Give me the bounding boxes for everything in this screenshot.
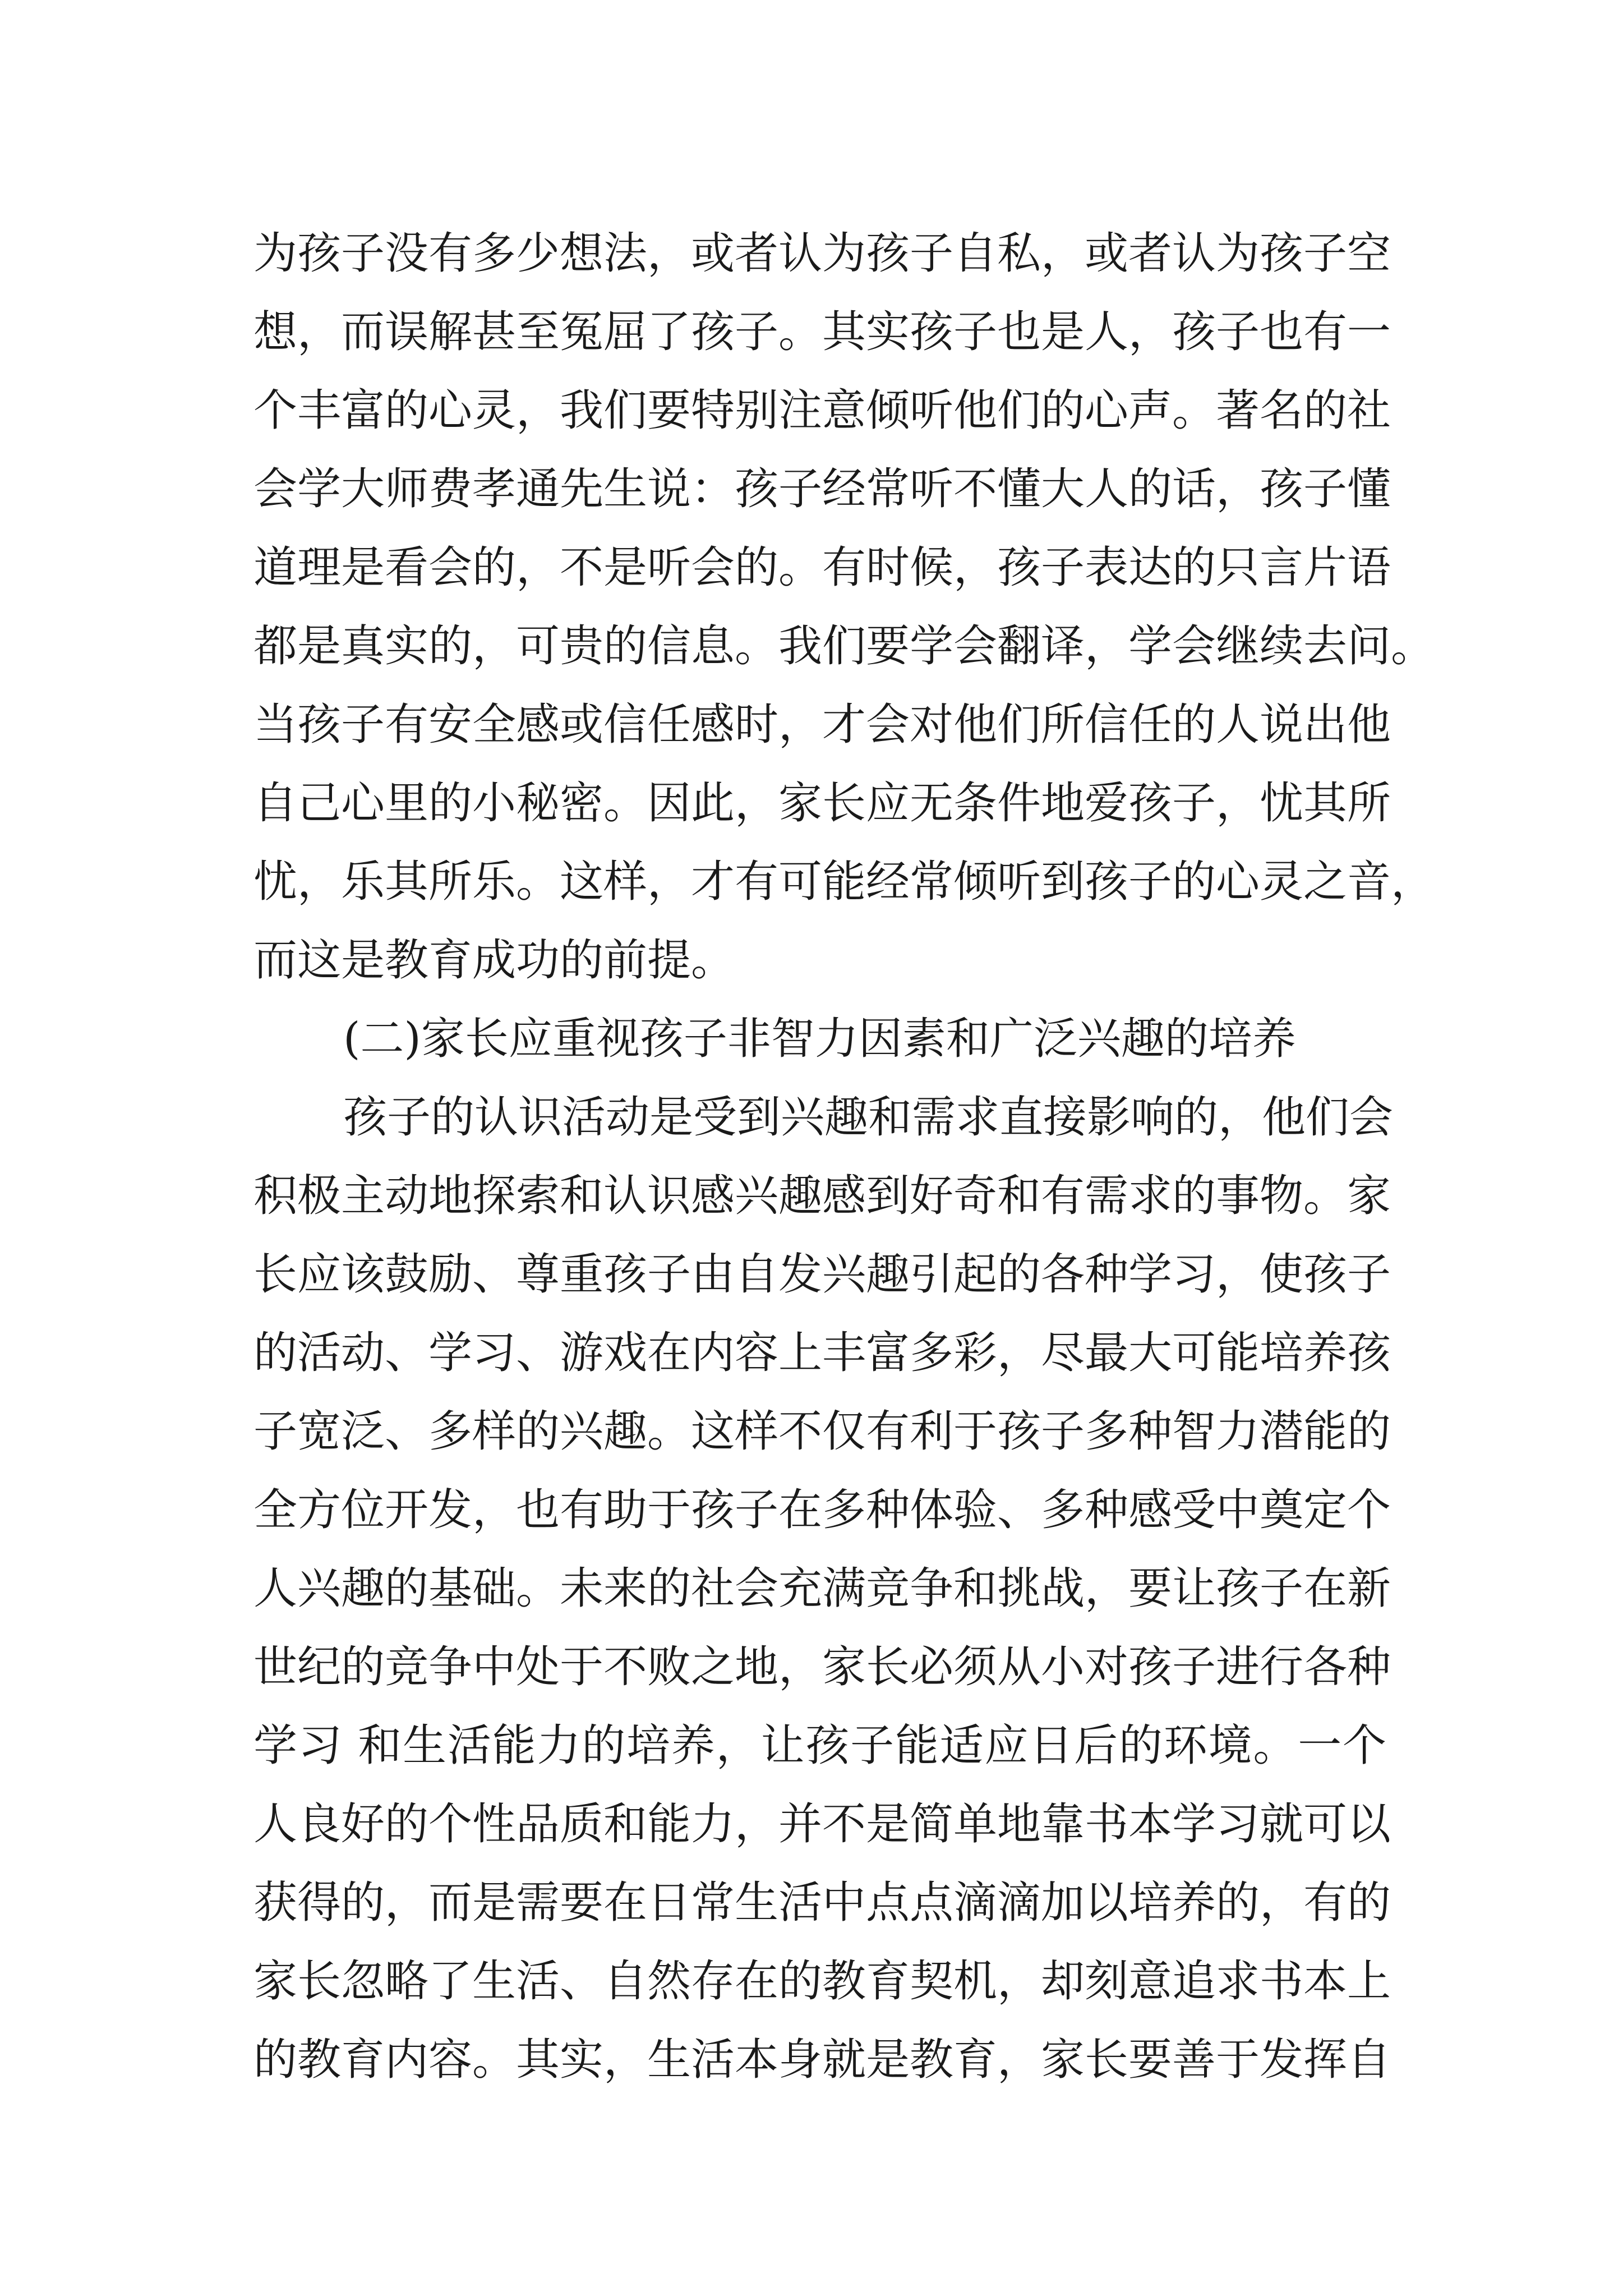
paragraph-2-line-6: 全方位开发，也有助于孩子在多种体验、多种感受中奠定个 <box>253 1485 1391 1535</box>
paragraph-1-line-6: 都是真实的，可贵的信息。我们要学会翻译，学会继续去问。 <box>253 621 1435 671</box>
paragraph-2-line-11: 获得的，而是需要在日常生活中点点滴滴加以培养的，有的 <box>253 1878 1391 1928</box>
paragraph-2-line-2: 积极主动地探索和认识感兴趣感到好奇和有需求的事物。家 <box>253 1171 1391 1221</box>
paragraph-2-line-9: 学习 和生活能力的培养，让孩子能适应日后的环境。一个 <box>253 1720 1386 1771</box>
paragraph-1-line-4: 会学大师费孝通先生说：孩子经常听不懂大人的话，孩子懂 <box>253 464 1391 514</box>
paragraph-2-line-12: 家长忽略了生活、自然存在的教育契机，却刻意追求书本上 <box>253 1956 1391 2007</box>
paragraph-1-line-10: 而这是教育成功的前提。 <box>253 935 735 986</box>
paragraph-2-line-3: 长应该鼓励、尊重孩子由自发兴趣引起的各种学习，使孩子 <box>253 1249 1391 1300</box>
paragraph-2-line-8: 世纪的竞争中处于不败之地，家长必须从小对孩子进行各种 <box>253 1642 1391 1692</box>
section-heading: (二)家长应重视孩子非智力因素和广泛兴趣的培养 <box>343 1014 1296 1064</box>
paragraph-2-line-5: 子宽泛、多样的兴趣。这样不仅有利于孩子多种智力潜能的 <box>253 1406 1391 1457</box>
paragraph-1-line-3: 个丰富的心灵，我们要特别注意倾听他们的心声。著名的社 <box>253 385 1391 436</box>
paragraph-1-line-9: 忧，乐其所乐。这样，才有可能经常倾听到孩子的心灵之音， <box>253 857 1435 907</box>
paragraph-2-line-4: 的活动、学习、游戏在内容上丰富多彩，尽最大可能培养孩 <box>253 1328 1391 1378</box>
paragraph-2-line-1: 孩子的认识活动是受到兴趣和需求直接影响的，他们会 <box>343 1092 1394 1143</box>
document-body <box>253 214 1435 2099</box>
paragraph-2-line-13: 的教育内容。其实，生活本身就是教育，家长要善于发挥自 <box>253 2035 1391 2085</box>
paragraph-1-line-8: 自己心里的小秘密。因此，家长应无条件地爱孩子，忧其所 <box>253 778 1391 829</box>
paragraph-2-line-7: 人兴趣的基础。未来的社会充满竞争和挑战，要让孩子在新 <box>253 1563 1391 1614</box>
paragraph-2-line-10: 人良好的个性品质和能力，并不是简单地靠书本学习就可以 <box>253 1799 1391 1849</box>
paragraph-1-line-1: 为孩子没有多少想法，或者认为孩子自私，或者认为孩子空 <box>253 228 1391 279</box>
paragraph-1-line-5: 道理是看会的，不是听会的。有时候，孩子表达的只言片语 <box>253 542 1391 593</box>
paragraph-1-line-2: 想，而误解甚至冤屈了孩子。其实孩子也是人，孩子也有一 <box>253 307 1391 357</box>
paragraph-1-line-7: 当孩子有安全感或信任感时，才会对他们所信任的人说出他 <box>253 700 1391 750</box>
